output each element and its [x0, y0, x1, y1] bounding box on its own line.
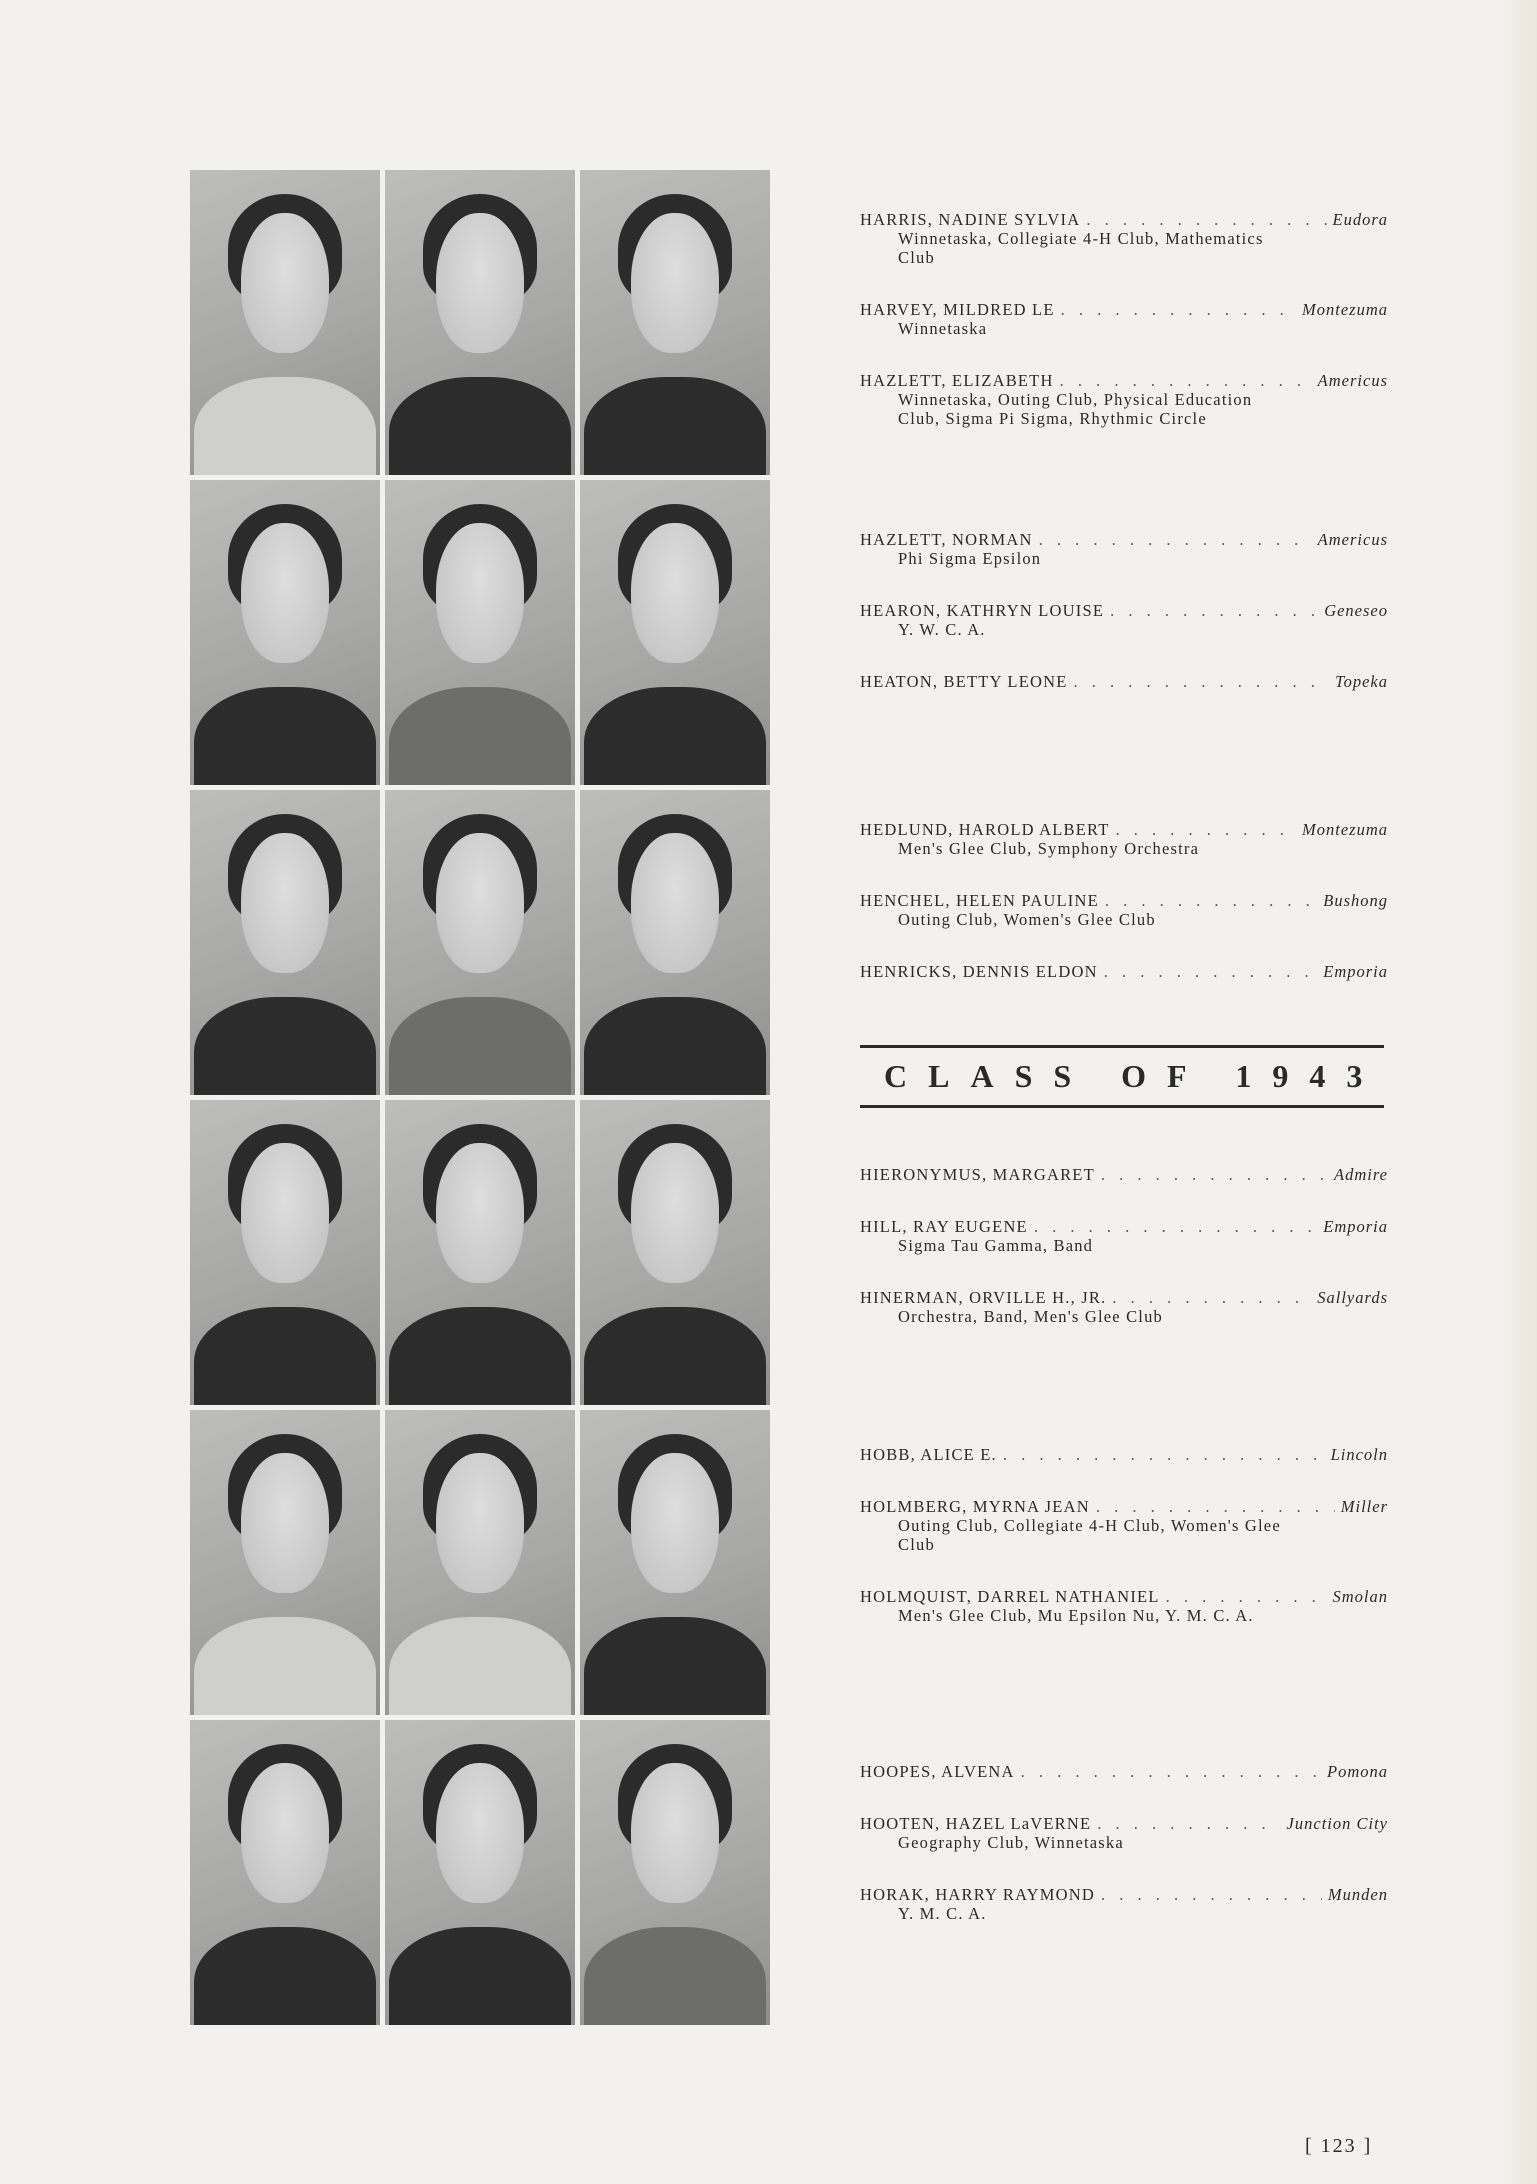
- activities: Phi Sigma Epsilon: [898, 549, 1042, 568]
- student-name: HORAK, HARRY RAYMOND: [860, 1885, 1096, 1904]
- student-name: HOBB, ALICE E.: [860, 1445, 997, 1464]
- student-entry: [860, 371, 1388, 428]
- portrait-photo: [190, 1410, 380, 1715]
- student-entry: [860, 1497, 1388, 1554]
- student-name: HOLMQUIST, DARREL NATHANIEL: [860, 1587, 1160, 1606]
- leader-dots: [1061, 300, 1296, 319]
- student-name: HINERMAN, ORVILLE H., JR.: [860, 1288, 1107, 1307]
- hometown: Emporia: [1323, 1217, 1388, 1236]
- student-entry: [860, 1762, 1388, 1781]
- student-entry: [860, 891, 1388, 929]
- portrait-photo: [580, 1720, 770, 2025]
- leader-dots: [1034, 1217, 1317, 1236]
- student-name: HOLMBERG, MYRNA JEAN: [860, 1497, 1090, 1516]
- portrait-photo: [190, 790, 380, 1095]
- student-entry: [860, 1814, 1388, 1852]
- hometown: Smolan: [1332, 1587, 1388, 1606]
- leader-dots: [1073, 672, 1328, 691]
- hometown: Sallyards: [1317, 1288, 1388, 1307]
- hometown: Bushong: [1323, 891, 1388, 910]
- activities: Y. M. C. A.: [898, 1904, 987, 1923]
- activities: Outing Club, Women's Glee Club: [898, 910, 1156, 929]
- student-entry: [860, 1885, 1388, 1923]
- hometown: Admire: [1334, 1165, 1388, 1184]
- entry-group: [860, 1445, 1388, 1658]
- class-header-title: CLASS OF 1943: [884, 1058, 1384, 1094]
- leader-dots: [1112, 1288, 1311, 1307]
- class-header: [860, 1045, 1384, 1108]
- portrait-photo: [385, 480, 575, 785]
- portrait-photo: [385, 1720, 575, 2025]
- hometown: Montezuma: [1302, 820, 1388, 839]
- student-name: HOOPES, ALVENA: [860, 1762, 1015, 1781]
- hometown: Miller: [1340, 1497, 1388, 1516]
- hometown: Eudora: [1332, 210, 1388, 229]
- student-entry: [860, 962, 1388, 981]
- student-entry: [860, 1217, 1388, 1255]
- activities: Outing Club, Collegiate 4-H Club, Women's Glee Club: [898, 1516, 1281, 1554]
- student-entry: [860, 672, 1388, 691]
- student-name: HAZLETT, NORMAN: [860, 530, 1033, 549]
- student-entry: [860, 1165, 1388, 1184]
- leader-dots: [1116, 820, 1296, 839]
- student-entry: [860, 1445, 1388, 1464]
- leader-dots: [1105, 891, 1317, 910]
- portrait-photo: [580, 170, 770, 475]
- activities: Winnetaska, Collegiate 4-H Club, Mathematics Club: [898, 229, 1264, 267]
- hometown: Americus: [1317, 371, 1388, 390]
- leader-dots: [1104, 962, 1318, 981]
- activities: Men's Glee Club, Mu Epsilon Nu, Y. M. C. A.: [898, 1606, 1254, 1625]
- leader-dots: [1166, 1587, 1327, 1606]
- hometown: Pomona: [1327, 1762, 1388, 1781]
- portrait-photo: [385, 1100, 575, 1405]
- leader-dots: [1101, 1885, 1322, 1904]
- hometown: Emporia: [1323, 962, 1388, 981]
- hometown: Junction City: [1286, 1814, 1388, 1833]
- leader-dots: [1039, 530, 1312, 549]
- hometown: Lincoln: [1330, 1445, 1388, 1464]
- hometown: Geneseo: [1324, 601, 1388, 620]
- student-entry: [860, 530, 1388, 568]
- activities: Sigma Tau Gamma, Band: [898, 1236, 1094, 1255]
- leader-dots: [1101, 1165, 1328, 1184]
- student-name: HIERONYMUS, MARGARET: [860, 1165, 1095, 1184]
- portrait-photo: [190, 480, 380, 785]
- activities: Orchestra, Band, Men's Glee Club: [898, 1307, 1163, 1326]
- student-name: HEARON, KATHRYN LOUISE: [860, 601, 1105, 620]
- entry-group: [860, 820, 1388, 1014]
- leader-dots: [1060, 371, 1312, 390]
- student-name: HARVEY, MILDRED LE: [860, 300, 1055, 319]
- student-name: HEATON, BETTY LEONE: [860, 672, 1068, 691]
- entry-group: [860, 1762, 1388, 1956]
- student-name: HENRICKS, DENNIS ELDON: [860, 962, 1098, 981]
- portrait-grid: [190, 170, 770, 2025]
- portrait-photo: [190, 1720, 380, 2025]
- portrait-photo: [190, 170, 380, 475]
- student-name: HAZLETT, ELIZABETH: [860, 371, 1054, 390]
- activities: Men's Glee Club, Symphony Orchestra: [898, 839, 1200, 858]
- page-number: [ 123 ]: [1305, 2135, 1373, 2157]
- portrait-photo: [580, 790, 770, 1095]
- hometown: Munden: [1327, 1885, 1388, 1904]
- portrait-photo: [580, 480, 770, 785]
- activities: Y. W. C. A.: [898, 620, 986, 639]
- activities: Geography Club, Winnetaska: [898, 1833, 1124, 1852]
- student-entry: [860, 1587, 1388, 1625]
- portrait-photo: [385, 1410, 575, 1715]
- entry-group: [860, 210, 1388, 461]
- portrait-photo: [385, 170, 575, 475]
- student-name: HEDLUND, HAROLD ALBERT: [860, 820, 1110, 839]
- entry-group: [860, 1165, 1388, 1359]
- leader-dots: [1110, 601, 1318, 620]
- activities: Winnetaska: [898, 319, 988, 338]
- page-edge-shading: [1497, 0, 1537, 2184]
- entry-group: [860, 530, 1388, 724]
- student-name: HENCHEL, HELEN PAULINE: [860, 891, 1099, 910]
- hometown: Americus: [1317, 530, 1388, 549]
- student-entry: [860, 300, 1388, 338]
- hometown: Topeka: [1334, 672, 1388, 691]
- student-entry: [860, 601, 1388, 639]
- portrait-photo: [385, 790, 575, 1095]
- leader-dots: [1003, 1445, 1325, 1464]
- student-name: HILL, RAY EUGENE: [860, 1217, 1028, 1236]
- leader-dots: [1021, 1762, 1321, 1781]
- student-name: HARRIS, NADINE SYLVIA: [860, 210, 1081, 229]
- leader-dots: [1097, 1814, 1280, 1833]
- leader-dots: [1086, 210, 1326, 229]
- student-entry: [860, 210, 1388, 267]
- student-entry: [860, 820, 1388, 858]
- portrait-photo: [580, 1410, 770, 1715]
- leader-dots: [1096, 1497, 1335, 1516]
- activities: Winnetaska, Outing Club, Physical Education Club, Sigma Pi Sigma, Rhythmic Circle: [898, 390, 1253, 428]
- portrait-photo: [190, 1100, 380, 1405]
- student-name: HOOTEN, HAZEL LaVERNE: [860, 1814, 1092, 1833]
- portrait-photo: [580, 1100, 770, 1405]
- student-entry: [860, 1288, 1388, 1326]
- hometown: Montezuma: [1302, 300, 1388, 319]
